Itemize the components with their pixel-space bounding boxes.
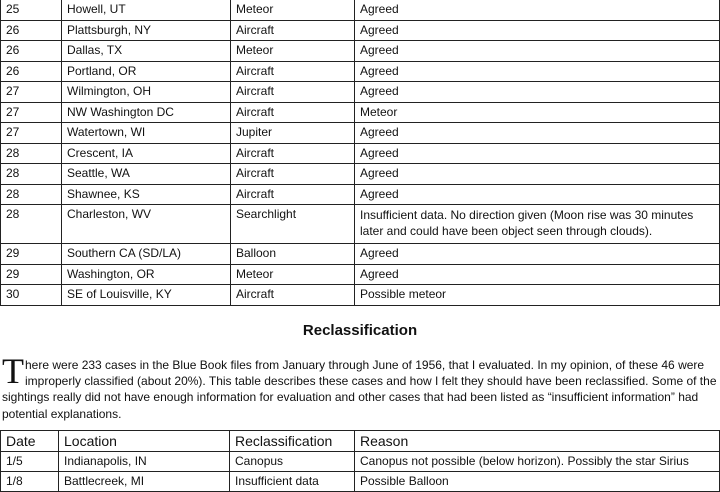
classification-cell: Meteor <box>231 0 355 20</box>
sighting-row <box>1 20 720 41</box>
date-cell: 28 <box>1 164 62 185</box>
result-cell: Possible meteor <box>355 285 720 306</box>
reclassification-table-body <box>1 452 720 492</box>
date-cell: 28 <box>1 205 62 244</box>
result-cell: Agreed <box>355 244 720 265</box>
date-cell: 26 <box>1 20 62 41</box>
date-cell: 25 <box>1 0 62 20</box>
result-cell: Agreed <box>355 82 720 103</box>
classification-cell: Aircraft <box>231 82 355 103</box>
classification-cell: Canopus <box>230 452 355 472</box>
drop-cap: T <box>2 351 24 391</box>
result-cell: Agreed <box>355 123 720 144</box>
date-cell: 26 <box>1 61 62 82</box>
sighting-row <box>1 123 720 144</box>
result-cell: Meteor <box>355 102 720 123</box>
date-cell: 29 <box>1 264 62 285</box>
sighting-row <box>1 0 720 20</box>
classification-cell: Aircraft <box>231 143 355 164</box>
date-cell: 27 <box>1 123 62 144</box>
location-cell: NW Washington DC <box>62 102 231 123</box>
reclassification-row <box>1 472 720 492</box>
location-cell: Battlecreek, MI <box>59 472 230 492</box>
classification-cell: Aircraft <box>231 61 355 82</box>
location-cell: Dallas, TX <box>62 41 231 62</box>
result-cell: Agreed <box>355 164 720 185</box>
sighting-row <box>1 285 720 306</box>
location-cell: SE of Louisville, KY <box>62 285 231 306</box>
sighting-row <box>1 164 720 185</box>
location-cell: Portland, OR <box>62 61 231 82</box>
sighting-row <box>1 143 720 164</box>
location-cell: Charleston, WV <box>62 205 231 244</box>
sighting-row <box>1 102 720 123</box>
section-heading: Reclassification <box>302 322 418 339</box>
classification-cell: Meteor <box>231 41 355 62</box>
date-cell: 30 <box>1 285 62 306</box>
classification-cell: Aircraft <box>231 102 355 123</box>
sighting-row <box>1 264 720 285</box>
location-cell: Watertown, WI <box>62 123 231 144</box>
date-cell: 28 <box>1 143 62 164</box>
result-cell: Agreed <box>355 61 720 82</box>
reclassification-header-row <box>1 431 720 452</box>
classification-cell: Aircraft <box>231 184 355 205</box>
date-cell: 28 <box>1 184 62 205</box>
sighting-row <box>1 41 720 62</box>
date-cell: 27 <box>1 102 62 123</box>
location-cell: Southern CA (SD/LA) <box>62 244 231 265</box>
result-cell: Agreed <box>355 143 720 164</box>
result-cell: Possible Balloon <box>355 472 720 492</box>
result-cell: Agreed <box>355 264 720 285</box>
location-cell: Washington, OR <box>62 264 231 285</box>
location-cell: Plattsburgh, NY <box>62 20 231 41</box>
reclassification-table <box>0 430 720 492</box>
header-reason: Reason <box>355 431 720 452</box>
location-cell: Howell, UT <box>62 0 231 20</box>
date-cell: 29 <box>1 244 62 265</box>
location-cell: Seattle, WA <box>62 164 231 185</box>
date-cell: 27 <box>1 82 62 103</box>
result-cell: Agreed <box>355 0 720 20</box>
location-cell: Indianapolis, IN <box>59 452 230 472</box>
location-cell: Wilmington, OH <box>62 82 231 103</box>
result-cell: Agreed <box>355 184 720 205</box>
result-cell: Insufficient data. No direction given (Moon rise was 30 minutes later and could have been object seen through clouds). <box>355 205 720 244</box>
sighting-row <box>1 205 720 244</box>
classification-cell: Balloon <box>231 244 355 265</box>
date-cell: 26 <box>1 41 62 62</box>
paragraph-text: here were 233 cases in the Blue Book files from January through June of 1956, that I evaluated. In my opinion, of these 46 were improperly classified (about 20%). This table describes these cases and how I felt they should have been reclassified. Some of the sightings really did not have enough information for evaluation and other cases that had been listed as “insufficient information” had potential explanations. <box>2 358 717 421</box>
location-cell: Crescent, IA <box>62 143 231 164</box>
classification-cell: Insufficient data <box>230 472 355 492</box>
header-date: Date <box>1 431 59 452</box>
reclassification-row <box>1 452 720 472</box>
intro-paragraph <box>2 351 718 422</box>
classification-cell: Aircraft <box>231 164 355 185</box>
header-location: Location <box>59 431 230 452</box>
location-cell: Shawnee, KS <box>62 184 231 205</box>
sighting-row <box>1 61 720 82</box>
result-cell: Agreed <box>355 41 720 62</box>
sighting-row <box>1 184 720 205</box>
date-cell: 1/8 <box>1 472 59 492</box>
classification-cell: Aircraft <box>231 285 355 306</box>
sightings-table-body <box>1 0 720 305</box>
result-cell: Agreed <box>355 20 720 41</box>
classification-cell: Meteor <box>231 264 355 285</box>
classification-cell: Searchlight <box>231 205 355 244</box>
header-reclassification: Reclassification <box>230 431 355 452</box>
classification-cell: Jupiter <box>231 123 355 144</box>
sighting-row <box>1 82 720 103</box>
date-cell: 1/5 <box>1 452 59 472</box>
result-cell: Canopus not possible (below horizon). Possibly the star Sirius <box>355 452 720 472</box>
sighting-row <box>1 244 720 265</box>
classification-cell: Aircraft <box>231 20 355 41</box>
